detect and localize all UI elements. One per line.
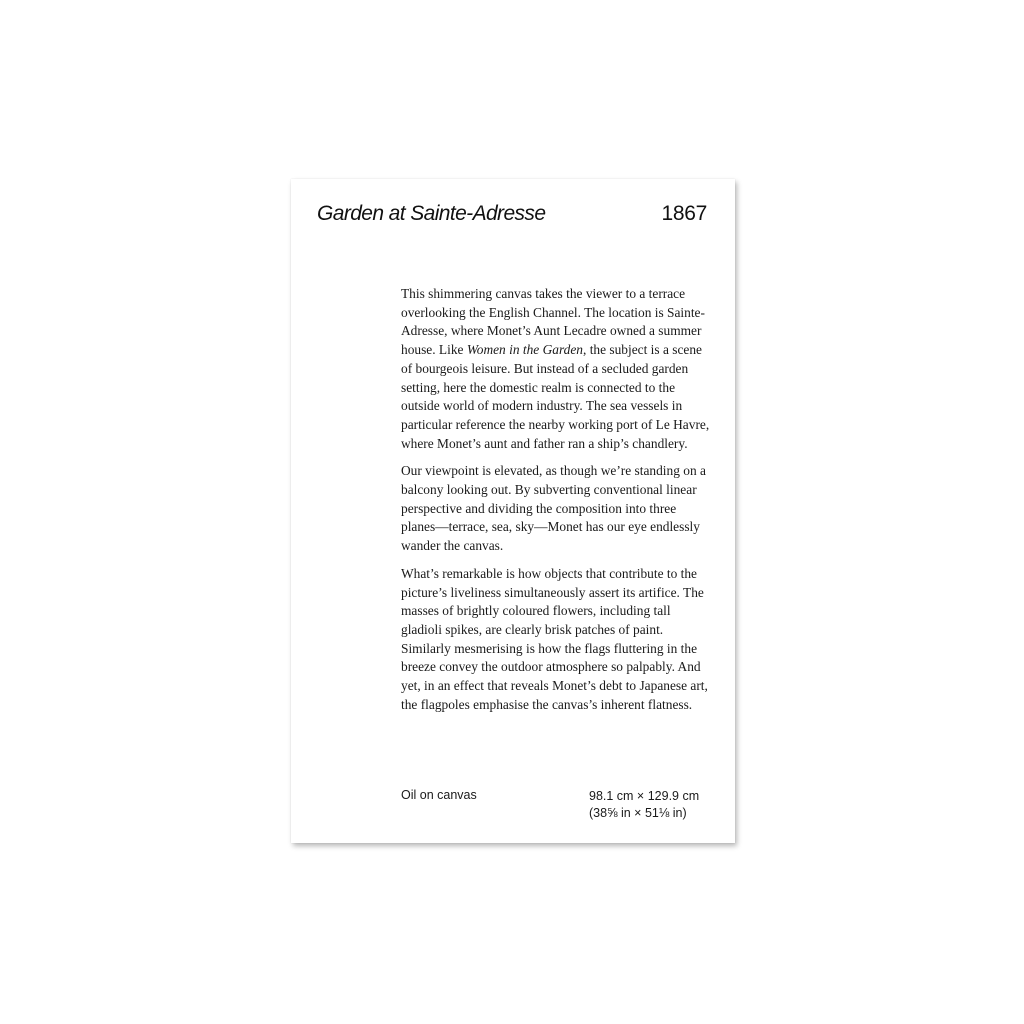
artwork-title: Garden at Sainte-Adresse (317, 202, 546, 225)
referenced-artwork-title: Women in the Garden (466, 342, 583, 358)
artwork-dimensions (589, 788, 699, 822)
description-paragraph-2: Our viewpoint is elevated, as though we’re standing on a balcony looking out. By subverting conventional linear perspective and dividing the composition into three planes—terrace, sea, sky—Monet has our eye endlessly wander the canvas. (401, 463, 706, 554)
dimensions-metric: 98.1 cm × 129.9 cm (589, 789, 700, 803)
paragraph-1-text-start: This shimmering canvas takes the viewer to a terrace overlooking the English Channel. The location is Sainte-Adresse, where Monet’s Aunt Lecadre owned a summer house. Like (401, 286, 705, 358)
description-paragraph-1 (401, 285, 711, 453)
artwork-year: 1867 (661, 202, 707, 225)
paragraph-1-text-end: , the subject is a scene of bourgeois leisure. But instead of a secluded garden setting, here the domestic realm is connected to the outside world of modern industry. The sea vessels in particular reference the nearby working port of Le Havre, where Monet’s aunt and father ran a ship’s chandlery. (401, 342, 710, 451)
description-text (401, 285, 711, 723)
description-paragraph-3: What’s remarkable is how objects that contribute to the picture’s liveliness simultaneously assert its artifice. The masses of brightly coloured flowers, including tall gladioli spikes, are clearly brisk patches of paint. Similarly mesmerising is how the flags fluttering in the breeze convey the outdoor atmosphere so palpably. And yet, in an effect that reveals Monet’s debt to Japanese art, the flagpoles emphasise the canvas’s inherent flatness. (401, 565, 708, 712)
artwork-medium: Oil on canvas (401, 788, 477, 802)
dimensions-imperial: (38⅝ in × 51⅛ in) (589, 806, 687, 820)
artwork-info-card (291, 179, 735, 843)
